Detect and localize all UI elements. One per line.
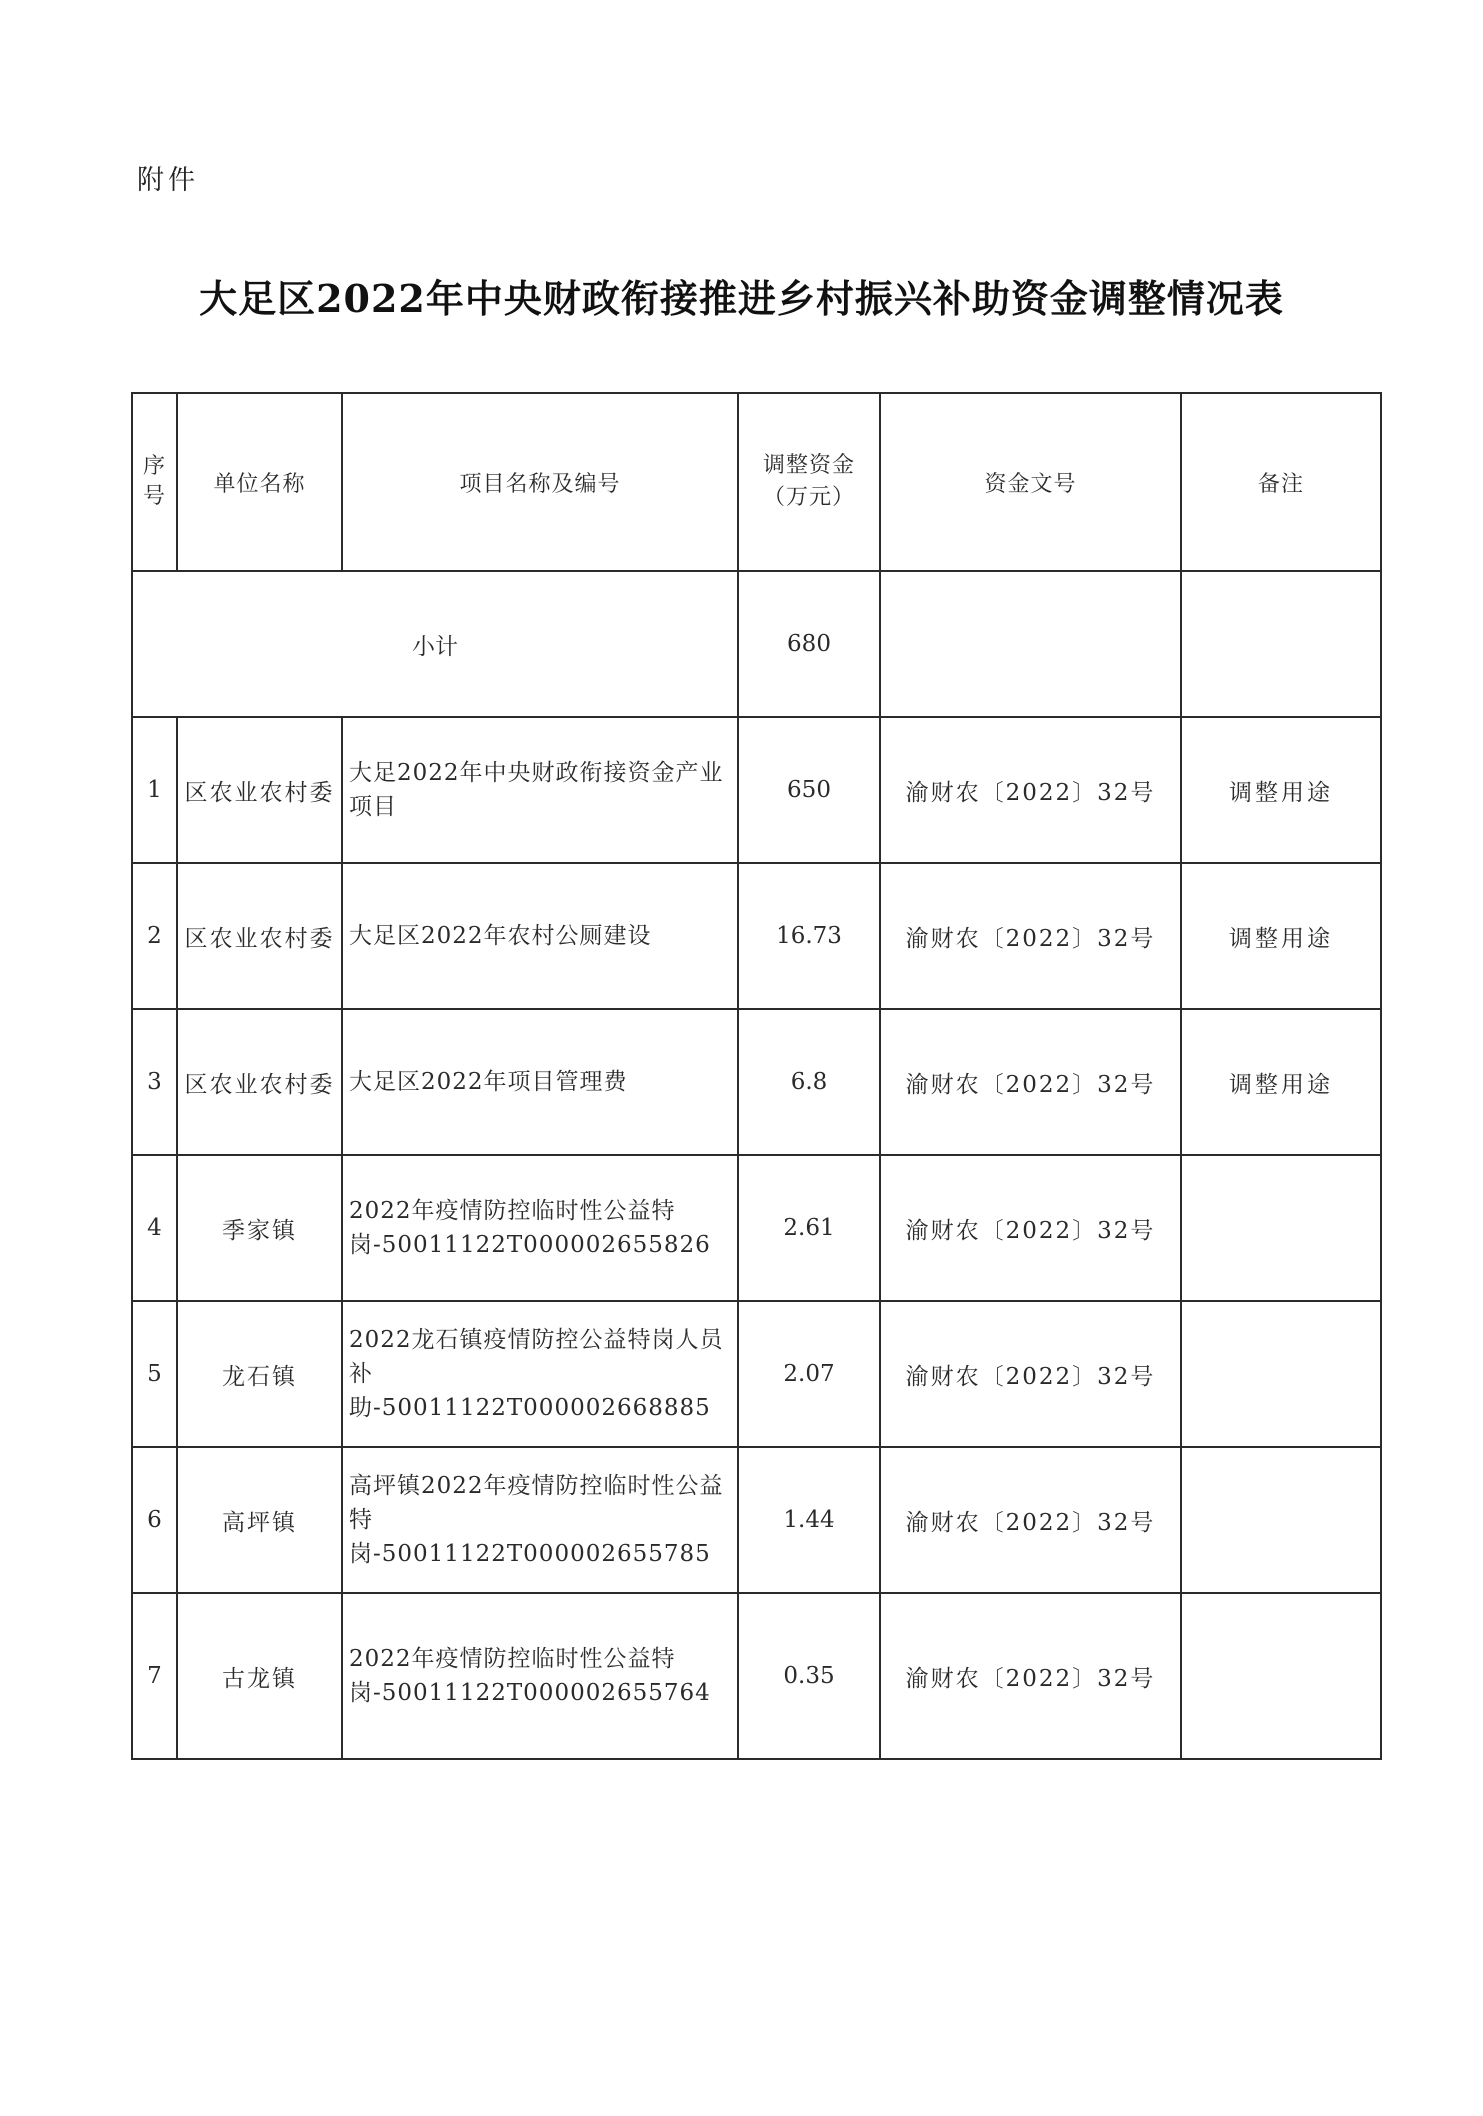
header-seq-line2: 号 [142,484,166,509]
row-note [1181,1155,1381,1301]
row-unit: 区农业农村委 [177,863,342,1009]
table-row [132,717,1381,863]
header-amount [738,393,880,571]
row-seq: 7 [132,1593,177,1759]
row-seq: 1 [132,717,177,863]
row-doc: 渝财农〔2022〕32号 [880,1301,1181,1447]
row-project: 大足区2022年项目管理费 [342,1009,738,1155]
row-seq: 6 [132,1447,177,1593]
row-amount: 6.8 [738,1009,880,1155]
table-row [132,1155,1381,1301]
row-amount: 16.73 [738,863,880,1009]
row-seq: 5 [132,1301,177,1447]
row-amount: 2.61 [738,1155,880,1301]
table-header-row [132,393,1381,571]
table-row [132,1301,1381,1447]
attachment-label: 附件 [137,165,199,196]
row-amount: 0.35 [738,1593,880,1759]
subtotal-note [1181,571,1381,717]
row-note: 调整用途 [1181,717,1381,863]
row-note: 调整用途 [1181,1009,1381,1155]
row-amount: 1.44 [738,1447,880,1593]
row-note: 调整用途 [1181,863,1381,1009]
row-project: 2022年疫情防控临时性公益特岗-50011122T000002655764 [342,1593,738,1759]
row-doc: 渝财农〔2022〕32号 [880,717,1181,863]
row-unit: 高坪镇 [177,1447,342,1593]
row-project: 高坪镇2022年疫情防控临时性公益特岗-50011122T000002655785 [342,1447,738,1593]
row-amount: 2.07 [738,1301,880,1447]
header-amount-line1: 调整资金 [762,453,855,478]
row-unit: 古龙镇 [177,1593,342,1759]
header-project: 项目名称及编号 [342,393,738,571]
fund-adjustment-table [131,392,1382,1760]
row-doc: 渝财农〔2022〕32号 [880,1009,1181,1155]
table-row [132,1447,1381,1593]
document-title: 大足区2022年中央财政衔接推进乡村振兴补助资金调整情况表 [199,276,1284,321]
header-unit: 单位名称 [177,393,342,571]
row-project: 大足2022年中央财政衔接资金产业项目 [342,717,738,863]
row-note [1181,1447,1381,1593]
row-doc: 渝财农〔2022〕32号 [880,1593,1181,1759]
row-doc: 渝财农〔2022〕32号 [880,1447,1181,1593]
table-row [132,1593,1381,1759]
row-doc: 渝财农〔2022〕32号 [880,1155,1181,1301]
subtotal-label: 小计 [132,571,738,717]
row-unit: 区农业农村委 [177,1009,342,1155]
header-seq [132,393,177,571]
row-unit: 区农业农村委 [177,717,342,863]
row-seq: 2 [132,863,177,1009]
row-unit: 龙石镇 [177,1301,342,1447]
subtotal-row [132,571,1381,717]
table-row [132,863,1381,1009]
row-seq: 4 [132,1155,177,1301]
row-project: 2022年疫情防控临时性公益特岗-50011122T000002655826 [342,1155,738,1301]
header-doc: 资金文号 [880,393,1181,571]
row-project: 2022龙石镇疫情防控公益特岗人员补助-50011122T000002668885 [342,1301,738,1447]
subtotal-amount: 680 [738,571,880,717]
header-note: 备注 [1181,393,1381,571]
subtotal-doc [880,571,1181,717]
row-seq: 3 [132,1009,177,1155]
row-note [1181,1593,1381,1759]
row-project: 大足区2022年农村公厕建设 [342,863,738,1009]
row-doc: 渝财农〔2022〕32号 [880,863,1181,1009]
header-seq-line1: 序 [142,454,166,479]
row-note [1181,1301,1381,1447]
header-amount-line2: （万元） [762,485,855,510]
table-row [132,1009,1381,1155]
row-amount: 650 [738,717,880,863]
row-unit: 季家镇 [177,1155,342,1301]
